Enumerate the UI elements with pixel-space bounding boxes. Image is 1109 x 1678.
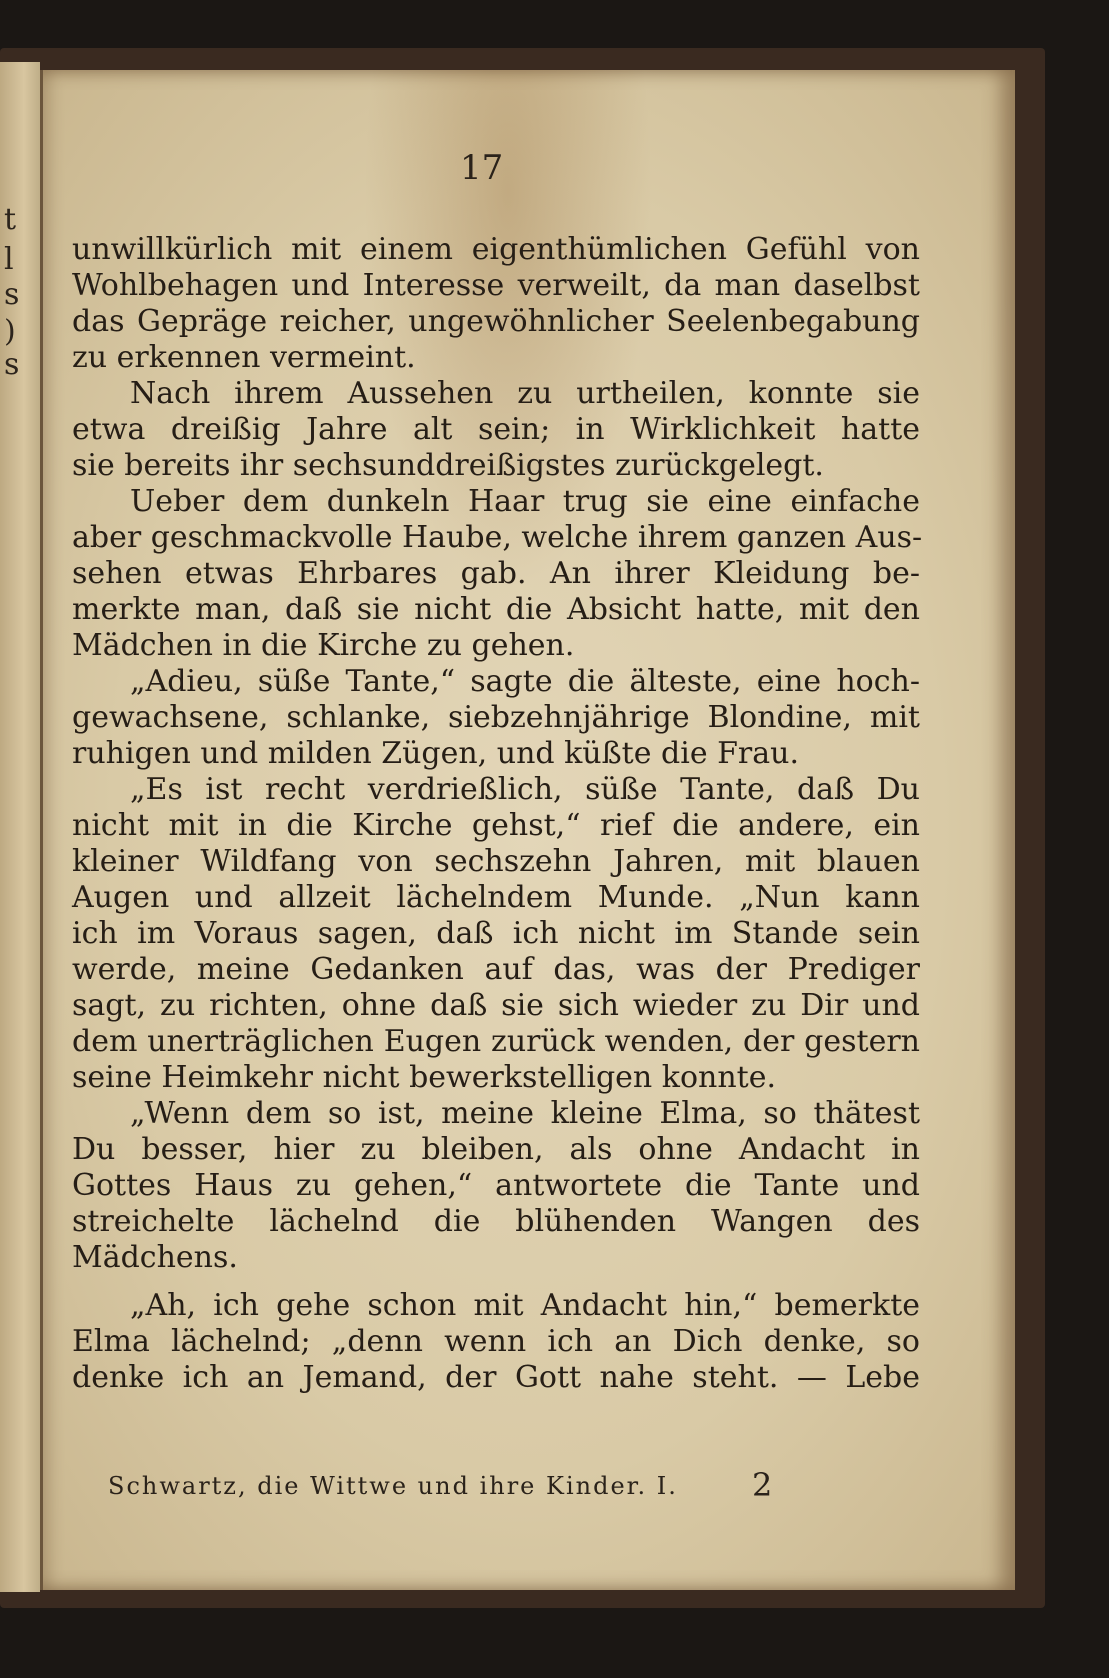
text-line: Mädchen in die Kirche zu gehen. [72, 628, 575, 663]
text-line: Mädchens. [72, 1240, 238, 1275]
text-line: werde, meine Gedanken auf das, was der Prediger [72, 952, 920, 987]
text-line: ruhigen und milden Zügen, und küßte die Frau. [72, 736, 800, 771]
text-line: seine Heimkehr nicht bewerkstelligen konnte. [72, 1060, 777, 1095]
text-line: Wohlbehagen und Interesse verweilt, da man daselbst [72, 268, 920, 303]
sheet-signature-mark: 2 [752, 1466, 773, 1504]
edge-glyph: t [4, 202, 17, 237]
book-page [40, 70, 1015, 1590]
text-line: „Ah, ich gehe schon mit Andacht hin,“ bemerkte [130, 1288, 920, 1323]
page-gutter [40, 70, 43, 1590]
text-line: sehen etwas Ehrbares gab. An ihrer Kleidung be- [72, 556, 920, 591]
edge-glyph: ) [4, 314, 16, 349]
text-line: Nach ihrem Aussehen zu urtheilen, konnte sie [130, 376, 920, 411]
text-line: denke ich an Jemand, der Gott nahe steht. — Lebe [72, 1360, 920, 1395]
text-line: aber geschmackvolle Haube, welche ihrem ganzen Aus- [72, 520, 923, 555]
text-line: Augen und allzeit lächelndem Munde. „Nun kann [72, 880, 920, 915]
text-line: etwa dreißig Jahre alt sein; in Wirklichkeit hatte [72, 412, 920, 447]
text-line: Gottes Haus zu gehen,“ antwortete die Tante und [72, 1168, 920, 1203]
text-line: gewachsene, schlanke, siebzehnjährige Blondine, mit [72, 700, 920, 735]
text-line: zu erkennen vermeint. [72, 340, 416, 375]
text-line: kleiner Wildfang von sechszehn Jahren, mit blauen [72, 844, 920, 879]
text-line: Du besser, hier zu bleiben, als ohne Andacht in [72, 1132, 920, 1167]
text-line: Elma lächelnd; „denn wenn ich an Dich denke, so [72, 1324, 920, 1359]
text-line: unwillkürlich mit einem eigenthümlichen Gefühl von [72, 232, 920, 267]
text-line: nicht mit in die Kirche gehst,“ rief die andere, ein [72, 808, 920, 843]
text-line: ich im Voraus sagen, daß ich nicht im Stande sein [72, 916, 920, 951]
text-line: dem unerträglichen Eugen zurück wenden, der gestern [72, 1024, 920, 1059]
text-line: „Adieu, süße Tante,“ sagte die älteste, eine hoch- [130, 664, 920, 699]
previous-page-edge [0, 62, 40, 1592]
page-number: 17 [460, 148, 504, 188]
footer-signature: Schwartz, die Wittwe und ihre Kinder. I. [108, 1472, 678, 1500]
edge-glyph: s [4, 277, 20, 312]
text-line: sagt, zu richten, ohne daß sie sich wieder zu Dir und [72, 988, 920, 1023]
text-line: das Gepräge reicher, ungewöhnlicher Seelenbegabung [72, 304, 920, 339]
text-line: merkte man, daß sie nicht die Absicht hatte, mit den [72, 592, 920, 627]
text-line: „Es ist recht verdrießlich, süße Tante, daß Du [130, 772, 920, 807]
text-line: Ueber dem dunkeln Haar trug sie eine einfache [130, 484, 920, 519]
text-line: „Wenn dem so ist, meine kleine Elma, so thätest [130, 1096, 920, 1131]
edge-glyph: s [4, 347, 20, 382]
edge-glyph: l [4, 242, 14, 277]
text-line: streichelte lächelnd die blühenden Wangen des [72, 1204, 920, 1239]
text-line: sie bereits ihr sechsunddreißigstes zurückgelegt. [72, 448, 824, 483]
